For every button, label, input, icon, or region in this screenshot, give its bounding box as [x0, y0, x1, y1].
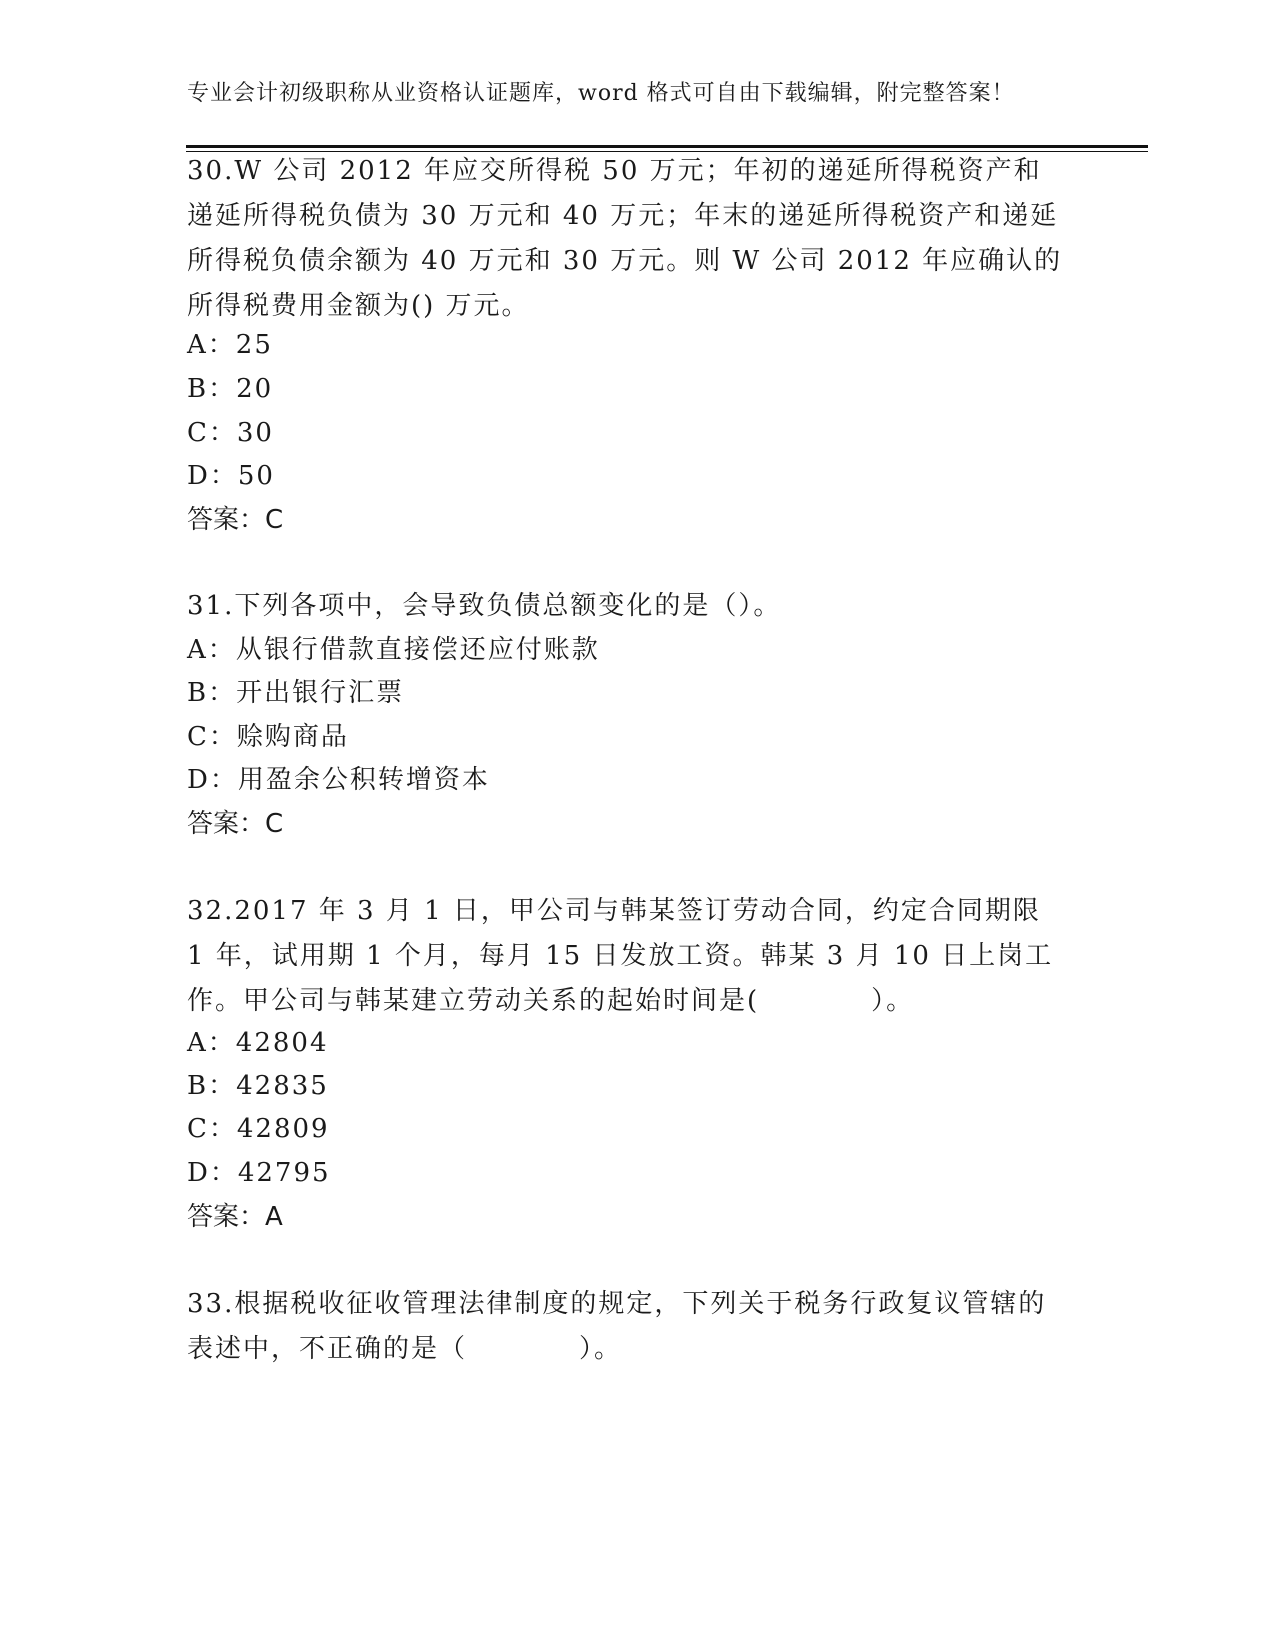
question-33-stem: 33.根据税收征收管理法律制度的规定，下列关于税务行政复议管辖的表述中，不正确的是（ ）。 — [187, 1289, 1047, 1364]
question-30-answer: 答案：C — [187, 505, 284, 535]
question-30-option-a: A：25 — [187, 330, 273, 360]
question-30-option-d: D：50 — [187, 461, 275, 491]
question-30-option-b: B：20 — [187, 374, 274, 404]
question-30-stem: 30.W 公司 2012 年应交所得税 50 万元；年初的递延所得税资产和递延所得税负债为 30 万元和 40 万元；年末的递延所得税资产和递延所得税负债余额为 40 万元和 30 万元。则 W 公司 2012 年应确认的所得税费用金额为() 万元。 — [187, 156, 1063, 321]
header-divider-thick — [186, 145, 1148, 148]
question-31-option-d: D：用盈余公积转增资本 — [187, 765, 490, 795]
question-32-option-a: A：42804 — [187, 1028, 329, 1058]
question-32-option-d: D：42795 — [187, 1158, 331, 1188]
question-31-stem: 31.下列各项中，会导致负债总额变化的是（）。 — [187, 591, 782, 621]
question-30-option-c: C：30 — [187, 418, 274, 448]
question-32-answer: 答案：A — [187, 1202, 283, 1232]
question-32-option-c: C：42809 — [187, 1114, 330, 1144]
question-31-option-c: C：赊购商品 — [187, 722, 349, 752]
question-32-stem: 32.2017 年 3 月 1 日，甲公司与韩某签订劳动合同，约定合同期限 1 年，试用期 1 个月，每月 15 日发放工资。韩某 3 月 10 日上岗工作。甲公司与韩某建立劳动关系的起始时间是( ）。 — [187, 896, 1054, 1016]
page-header: 专业会计初级职称从业资格认证题库，word 格式可自由下载编辑，附完整答案！ — [187, 81, 1015, 106]
question-32-option-b: B：42835 — [187, 1071, 329, 1101]
question-31-option-a: A：从银行借款直接偿还应付账款 — [187, 635, 600, 665]
question-31-option-b: B：开出银行汇票 — [187, 678, 405, 708]
question-31-answer: 答案：C — [187, 809, 284, 839]
